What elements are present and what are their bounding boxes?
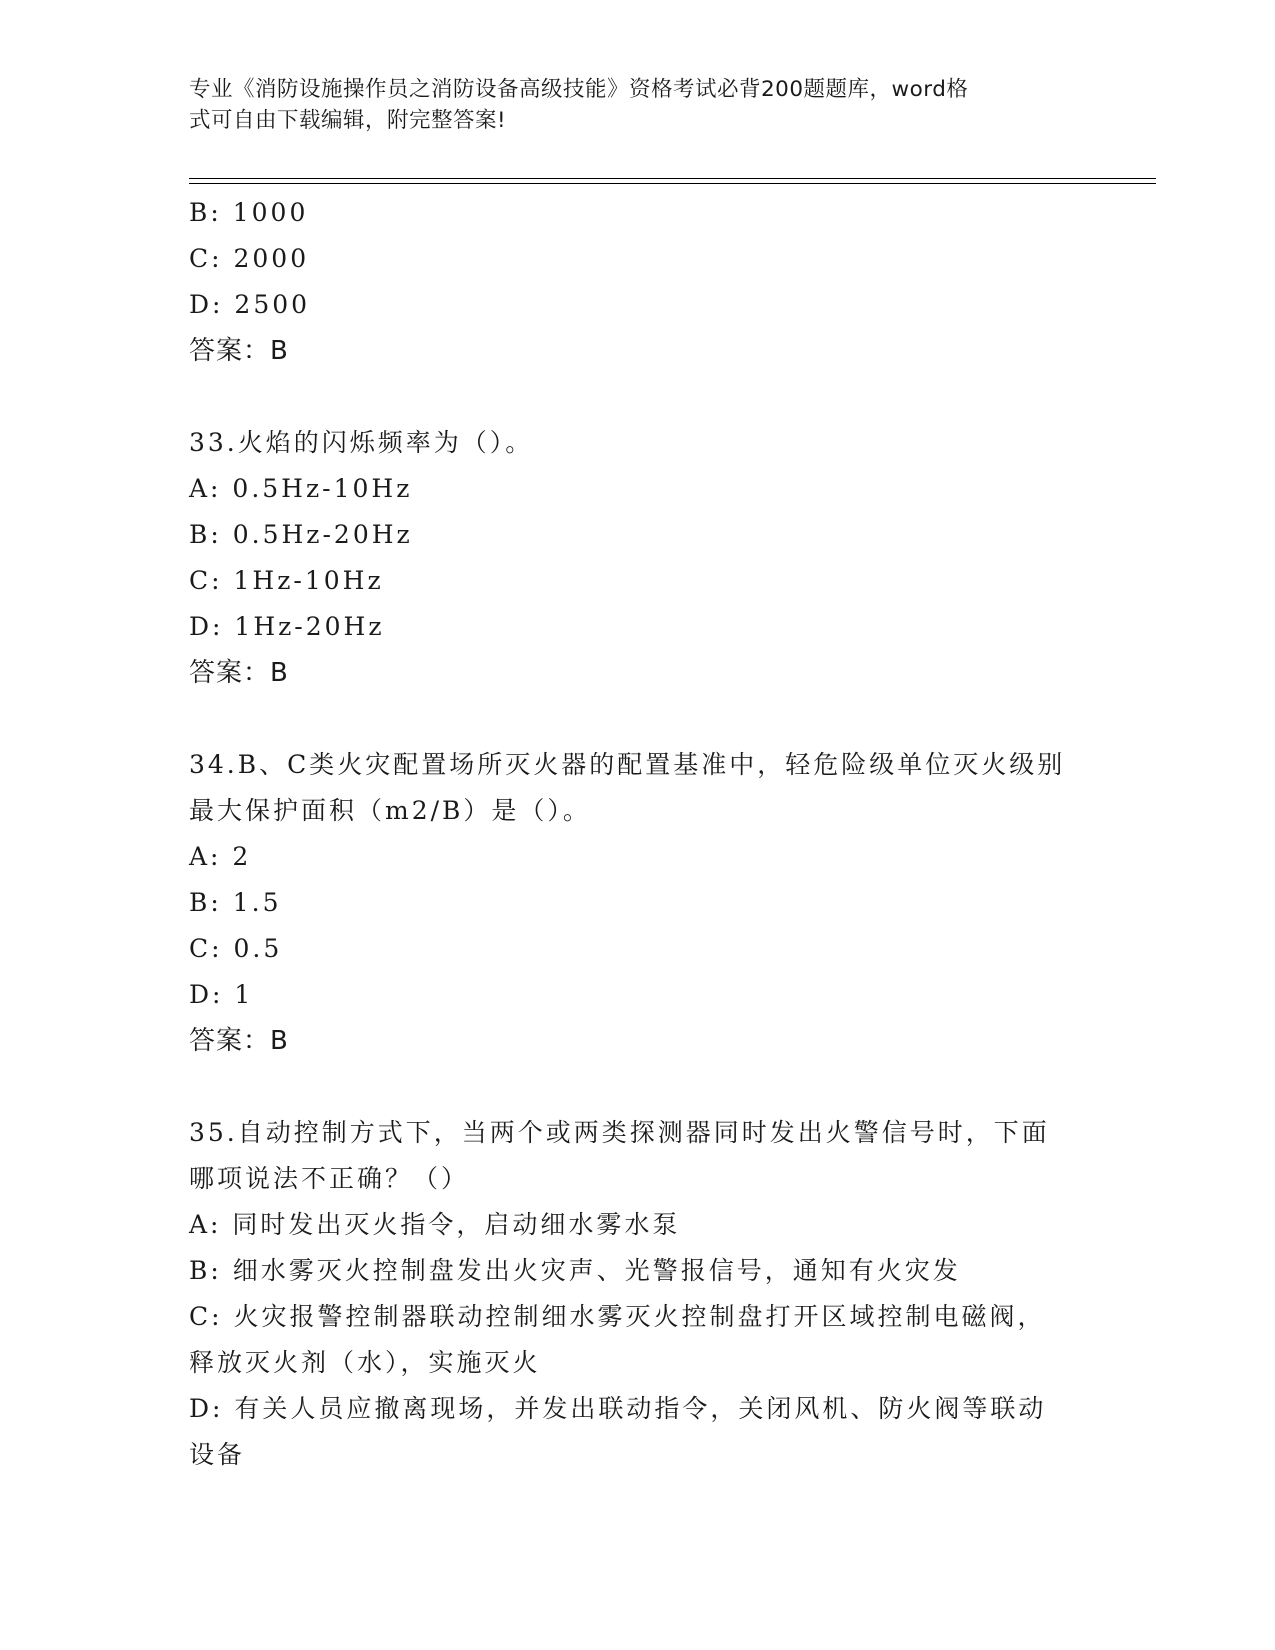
header-line-1: 专业《消防设施操作员之消防设备高级技能》资格考试必背200题题库，word格 [189, 77, 969, 102]
spacer [189, 374, 1089, 420]
q34-option-c: C: 0.5 [189, 934, 283, 963]
q34-question-line-1: 34.B、C类火灾配置场所灭火器的配置基准中，轻危险级单位灭火级别 [189, 750, 1066, 779]
q35-option-d-line-2: 设备 [189, 1440, 246, 1469]
q35-option-d-line-1: D: 有关人员应撤离现场，并发出联动指令，关闭风机、防火阀等联动 [189, 1394, 1047, 1423]
q34-option-a: A: 2 [189, 842, 252, 871]
q35-option-c-line-2: 释放灭火剂（水），实施灭火 [189, 1348, 541, 1377]
q32-option-c: C: 2000 [189, 244, 310, 273]
question-35-block [189, 1110, 1089, 1478]
q35-question-line-2: 哪项说法不正确？（） [189, 1164, 470, 1193]
question-33-block [189, 420, 1089, 696]
q33-answer: 答案：B [189, 658, 289, 688]
q33-option-c: C: 1Hz-10Hz [189, 566, 384, 595]
question-34-block [189, 742, 1089, 1064]
q35-option-b: B: 细水雾灭火控制盘发出火灾声、光警报信号，通知有火灾发 [189, 1256, 961, 1285]
page-header [189, 74, 1089, 136]
q32-answer: 答案：B [189, 336, 289, 366]
q32-option-b: B: 1000 [189, 198, 309, 227]
q32-option-d: D: 2500 [189, 290, 311, 319]
question-list [189, 190, 1089, 1478]
header-divider-bottom [189, 183, 1156, 184]
question-32-block [189, 190, 1089, 374]
spacer [189, 696, 1089, 742]
header-divider-top [189, 178, 1156, 179]
q33-option-a: A: 0.5Hz-10Hz [189, 474, 413, 503]
q33-option-d: D: 1Hz-20Hz [189, 612, 385, 641]
q34-option-d: D: 1 [189, 980, 254, 1009]
q33-question: 33.火焰的闪烁频率为（）。 [189, 428, 534, 457]
q34-question-line-2: 最大保护面积（m2/B）是（）。 [189, 796, 591, 825]
header-line-2: 式可自由下载编辑，附完整答案! [189, 108, 507, 133]
q35-question-line-1: 35.自动控制方式下，当两个或两类探测器同时发出火警信号时，下面 [189, 1118, 1050, 1147]
q34-option-b: B: 1.5 [189, 888, 282, 917]
spacer [189, 1064, 1089, 1110]
q35-option-a: A: 同时发出灭火指令，启动细水雾水泵 [189, 1210, 681, 1239]
q34-answer: 答案：B [189, 1026, 289, 1056]
q35-option-c-line-1: C: 火灾报警控制器联动控制细水雾灭火控制盘打开区域控制电磁阀， [189, 1302, 1046, 1331]
q33-option-b: B: 0.5Hz-20Hz [189, 520, 413, 549]
